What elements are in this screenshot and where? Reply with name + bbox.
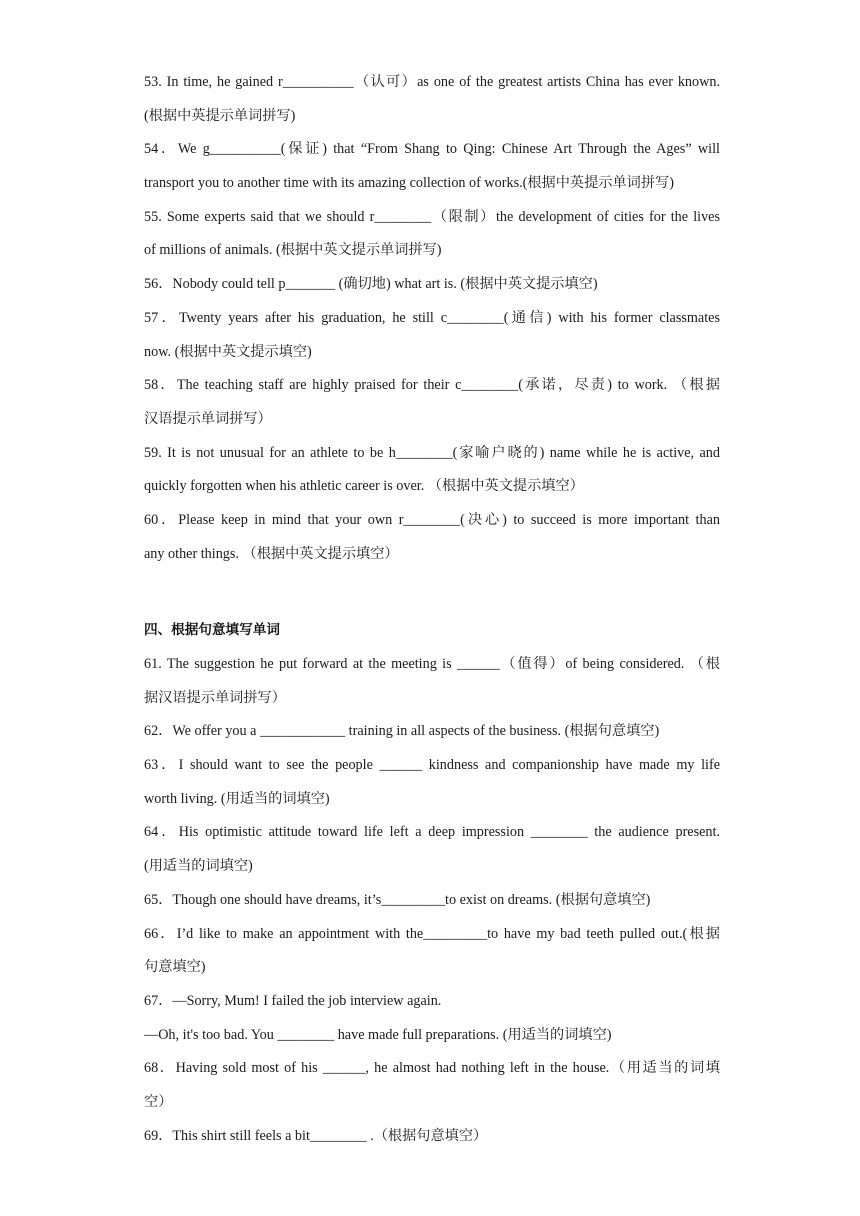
question-53-line-1: 53. In time, he gained r__________（认可）as one of the greatest artists China has ever known. — [144, 74, 720, 90]
question-58-line-2: 汉语提示单词拼写） — [144, 410, 272, 427]
question-68-line-2: 空） — [144, 1093, 173, 1110]
question-66 — [144, 918, 720, 985]
question-59-line-1: 59. It is not unusual for an athlete to be h________(家喻户晓的) name while he is active, and — [144, 444, 720, 461]
question-67-line-1: 67．—Sorry, Mum! I failed the job interview again. — [144, 992, 442, 1009]
question-68-line-1: 68．Having sold most of his ______, he almost had nothing left in the house.（用适当的词填 — [144, 1060, 720, 1077]
question-60 — [144, 504, 720, 571]
question-56-line-1: 56．Nobody could tell p_______ (确切地) what art is. (根据中英文提示填空) — [144, 276, 598, 293]
question-54 — [144, 133, 720, 200]
question-55 — [144, 201, 720, 268]
question-57-line-2: now. (根据中英文提示填空) — [144, 343, 312, 360]
question-62-line-1: 62．We offer you a ____________ training in all aspects of the business. (根据句意填空) — [144, 723, 660, 740]
question-64 — [144, 816, 720, 883]
question-66-line-1: 66．I’d like to make an appointment with the_________to have my bad teeth pulled out.(根据 — [144, 925, 720, 942]
question-59-line-2: quickly forgotten when his athletic career is over. （根据中英文提示填空） — [144, 478, 584, 495]
question-65 — [144, 884, 720, 918]
question-56 — [144, 268, 720, 302]
question-55-line-1: 55. Some experts said that we should r________（限制）the development of cities for the lives — [144, 208, 720, 225]
question-54-line-1: 54．We g__________(保证) that “From Shang to Qing: Chinese Art Through the Ages” will — [144, 141, 720, 158]
question-67-line-2: —Oh, it's too bad. You ________ have made full preparations. (用适当的词填空) — [144, 1026, 612, 1043]
section-4-heading: 四、根据句意填写单词 — [144, 622, 280, 639]
question-66-line-2: 句意填空) — [144, 959, 206, 976]
question-65-line-1: 65．Though one should have dreams, it’s_________to exist on dreams. (根据句意填空) — [144, 891, 651, 908]
question-69 — [144, 1120, 720, 1154]
question-64-line-1: 64．His optimistic attitude toward life left a deep impression ________ the audience present. — [144, 824, 720, 841]
question-60-line-1: 60．Please keep in mind that your own r________(决心) to succeed is more important than — [144, 511, 720, 528]
question-63-line-1: 63．I should want to see the people ______ kindness and companionship have made my life — [144, 757, 720, 774]
question-67 — [144, 985, 720, 1052]
question-63-line-2: worth living. (用适当的词填空) — [144, 790, 330, 807]
question-53-line-2: (根据中英提示单词拼写) — [144, 107, 296, 124]
question-61 — [144, 648, 720, 715]
worksheet-content — [144, 66, 720, 1153]
question-69-line-1: 69．This shirt still feels a bit________ .（根据句意填空） — [144, 1127, 488, 1144]
question-64-line-2: (用适当的词填空) — [144, 858, 253, 875]
question-61-line-2: 据汉语提示单词拼写） — [144, 689, 286, 706]
question-63 — [144, 749, 720, 816]
question-62 — [144, 715, 720, 749]
question-61-line-1: 61. The suggestion he put forward at the meeting is ______（值得）of being considered. （根 — [144, 656, 720, 672]
question-54-line-2: transport you to another time with its amazing collection of works.(根据中英提示单词拼写) — [144, 175, 674, 192]
question-60-line-2: any other things. （根据中英文提示填空） — [144, 545, 399, 562]
section-spacer — [144, 571, 720, 614]
question-53 — [144, 66, 720, 133]
question-57-line-1: 57．Twenty years after his graduation, he still c________(通信) with his former classmates — [144, 309, 720, 326]
question-58 — [144, 369, 720, 436]
question-57 — [144, 302, 720, 369]
question-55-line-2: of millions of animals. (根据中英文提示单词拼写) — [144, 242, 442, 259]
question-68 — [144, 1052, 720, 1119]
question-58-line-1: 58．The teaching staff are highly praised for their c________(承诺，尽责) to work. （根据 — [144, 377, 720, 394]
question-59 — [144, 437, 720, 504]
